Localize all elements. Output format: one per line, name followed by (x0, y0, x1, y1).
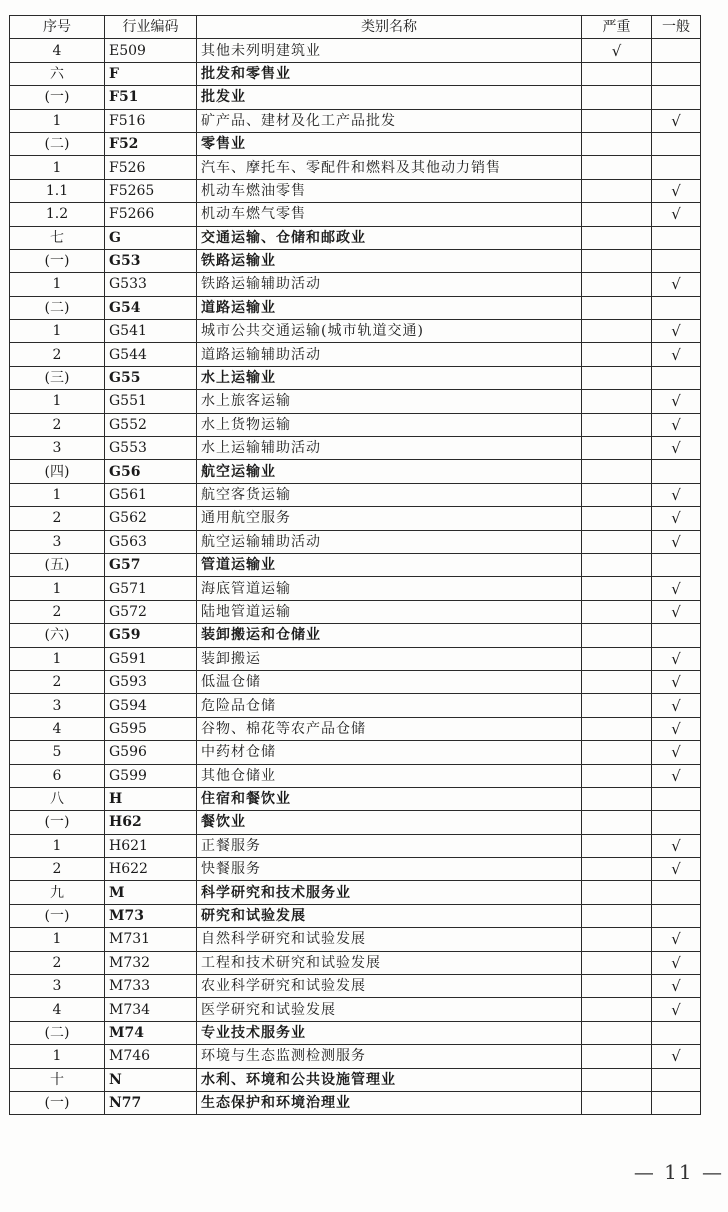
cell-seq: (一) (10, 249, 105, 272)
cell-general-mark (652, 156, 701, 179)
cell-industry-code: G571 (105, 577, 197, 600)
cell-seq: 6 (10, 764, 105, 787)
cell-general-mark: √ (652, 390, 701, 413)
cell-severe-mark (582, 553, 652, 576)
cell-industry-code: G599 (105, 764, 197, 787)
cell-severe-mark (582, 226, 652, 249)
cell-category-name: 道路运输辅助活动 (197, 343, 582, 366)
cell-seq: 2 (10, 507, 105, 530)
cell-severe-mark (582, 881, 652, 904)
cell-seq: 1 (10, 577, 105, 600)
cell-category-name: 水上运输辅助活动 (197, 437, 582, 460)
cell-seq: 十 (10, 1068, 105, 1091)
cell-industry-code: G591 (105, 647, 197, 670)
table-row (10, 717, 701, 740)
table-row (10, 413, 701, 436)
cell-industry-code: G57 (105, 553, 197, 576)
cell-general-mark (652, 296, 701, 319)
cell-severe-mark (582, 273, 652, 296)
cell-severe-mark (582, 834, 652, 857)
cell-category-name: 装卸搬运 (197, 647, 582, 670)
cell-general-mark: √ (652, 998, 701, 1021)
cell-category-name: 环境与生态监测检测服务 (197, 1045, 582, 1068)
cell-category-name: 谷物、棉花等农产品仓储 (197, 717, 582, 740)
cell-general-mark: √ (652, 975, 701, 998)
cell-seq: 1 (10, 483, 105, 506)
cell-category-name: 批发和零售业 (197, 62, 582, 85)
cell-general-mark: √ (652, 437, 701, 460)
cell-general-mark: √ (652, 764, 701, 787)
cell-industry-code: N77 (105, 1091, 197, 1114)
cell-industry-code: M732 (105, 951, 197, 974)
table-row (10, 507, 701, 530)
cell-category-name: 城市公共交通运输(城市轨道交通) (197, 320, 582, 343)
cell-industry-code: F (105, 62, 197, 85)
table-row (10, 109, 701, 132)
cell-industry-code: G572 (105, 600, 197, 623)
cell-category-name: 住宿和餐饮业 (197, 787, 582, 810)
cell-general-mark: √ (652, 694, 701, 717)
cell-industry-code: M731 (105, 928, 197, 951)
cell-severe-mark (582, 460, 652, 483)
cell-severe-mark (582, 203, 652, 226)
cell-industry-code: G544 (105, 343, 197, 366)
cell-industry-code: G56 (105, 460, 197, 483)
cell-general-mark (652, 460, 701, 483)
cell-category-name: 水上货物运输 (197, 413, 582, 436)
cell-industry-code: N (105, 1068, 197, 1091)
cell-industry-code: G59 (105, 624, 197, 647)
table-row (10, 1091, 701, 1114)
table-row (10, 156, 701, 179)
cell-general-mark (652, 553, 701, 576)
cell-general-mark (652, 881, 701, 904)
table-row (10, 179, 701, 202)
table-row (10, 1021, 701, 1044)
cell-general-mark (652, 226, 701, 249)
table-row (10, 787, 701, 810)
cell-industry-code: G553 (105, 437, 197, 460)
cell-industry-code: G596 (105, 741, 197, 764)
cell-severe-mark (582, 717, 652, 740)
cell-severe-mark (582, 1021, 652, 1044)
cell-seq: 4 (10, 39, 105, 62)
cell-seq: 六 (10, 62, 105, 85)
cell-category-name: 海底管道运输 (197, 577, 582, 600)
cell-general-mark (652, 39, 701, 62)
cell-severe-mark (582, 343, 652, 366)
cell-severe-mark (582, 1068, 652, 1091)
cell-industry-code: H622 (105, 858, 197, 881)
cell-seq: (一) (10, 1091, 105, 1114)
cell-general-mark (652, 249, 701, 272)
table-row (10, 320, 701, 343)
cell-category-name: 研究和试验发展 (197, 904, 582, 927)
table-row (10, 600, 701, 623)
cell-industry-code: F51 (105, 86, 197, 109)
cell-severe-mark (582, 928, 652, 951)
cell-seq: (三) (10, 366, 105, 389)
cell-severe-mark (582, 530, 652, 553)
cell-category-name: 其他仓储业 (197, 764, 582, 787)
cell-general-mark: √ (652, 577, 701, 600)
cell-seq: 1 (10, 273, 105, 296)
cell-industry-code: M734 (105, 998, 197, 1021)
cell-severe-mark (582, 975, 652, 998)
cell-industry-code: F526 (105, 156, 197, 179)
cell-category-name: 低温仓储 (197, 670, 582, 693)
cell-category-name: 科学研究和技术服务业 (197, 881, 582, 904)
table-row (10, 273, 701, 296)
cell-category-name: 道路运输业 (197, 296, 582, 319)
cell-severe-mark (582, 156, 652, 179)
header-severe: 严重 (582, 16, 652, 39)
cell-severe-mark (582, 109, 652, 132)
cell-industry-code: G551 (105, 390, 197, 413)
cell-severe-mark (582, 62, 652, 85)
cell-general-mark: √ (652, 717, 701, 740)
cell-severe-mark (582, 296, 652, 319)
cell-severe-mark (582, 811, 652, 834)
cell-industry-code: G595 (105, 717, 197, 740)
cell-severe-mark (582, 179, 652, 202)
cell-industry-code: M746 (105, 1045, 197, 1068)
cell-industry-code: H (105, 787, 197, 810)
cell-industry-code: G593 (105, 670, 197, 693)
table-row (10, 1045, 701, 1068)
cell-seq: 1 (10, 1045, 105, 1068)
cell-severe-mark (582, 390, 652, 413)
cell-industry-code: F52 (105, 132, 197, 155)
cell-category-name: 工程和技术研究和试验发展 (197, 951, 582, 974)
cell-general-mark (652, 1021, 701, 1044)
cell-seq: 2 (10, 343, 105, 366)
cell-seq: (四) (10, 460, 105, 483)
table-row (10, 226, 701, 249)
table-row (10, 741, 701, 764)
cell-seq: 4 (10, 717, 105, 740)
cell-severe-mark (582, 951, 652, 974)
cell-category-name: 餐饮业 (197, 811, 582, 834)
cell-severe-mark (582, 507, 652, 530)
cell-category-name: 危险品仓储 (197, 694, 582, 717)
table-row (10, 483, 701, 506)
cell-industry-code: G562 (105, 507, 197, 530)
cell-category-name: 批发业 (197, 86, 582, 109)
table-row (10, 998, 701, 1021)
cell-severe-mark (582, 904, 652, 927)
table-row (10, 670, 701, 693)
cell-category-name: 交通运输、仓储和邮政业 (197, 226, 582, 249)
cell-severe-mark (582, 647, 652, 670)
cell-industry-code: E509 (105, 39, 197, 62)
cell-category-name: 机动车燃油零售 (197, 179, 582, 202)
cell-industry-code: G594 (105, 694, 197, 717)
cell-seq: 1 (10, 834, 105, 857)
cell-severe-mark (582, 741, 652, 764)
cell-general-mark: √ (652, 951, 701, 974)
cell-category-name: 航空客货运输 (197, 483, 582, 506)
cell-severe-mark (582, 320, 652, 343)
cell-seq: 2 (10, 670, 105, 693)
cell-seq: 1.1 (10, 179, 105, 202)
table-row (10, 203, 701, 226)
cell-seq: 2 (10, 600, 105, 623)
table-body (10, 39, 701, 1115)
table-row (10, 858, 701, 881)
cell-category-name: 中药材仓储 (197, 741, 582, 764)
table-row (10, 764, 701, 787)
cell-category-name: 其他未列明建筑业 (197, 39, 582, 62)
cell-seq: (二) (10, 296, 105, 319)
cell-seq: 3 (10, 530, 105, 553)
cell-general-mark: √ (652, 647, 701, 670)
table-header-row (10, 16, 701, 39)
cell-category-name: 管道运输业 (197, 553, 582, 576)
table-row (10, 296, 701, 319)
cell-seq: 3 (10, 437, 105, 460)
cell-category-name: 专业技术服务业 (197, 1021, 582, 1044)
cell-industry-code: G53 (105, 249, 197, 272)
cell-seq: 1 (10, 928, 105, 951)
cell-general-mark: √ (652, 858, 701, 881)
cell-severe-mark: √ (582, 39, 652, 62)
table-row (10, 249, 701, 272)
cell-industry-code: M733 (105, 975, 197, 998)
cell-category-name: 零售业 (197, 132, 582, 155)
cell-industry-code: G561 (105, 483, 197, 506)
cell-seq: 八 (10, 787, 105, 810)
table-row (10, 975, 701, 998)
cell-severe-mark (582, 694, 652, 717)
cell-severe-mark (582, 600, 652, 623)
cell-severe-mark (582, 1091, 652, 1114)
cell-general-mark: √ (652, 413, 701, 436)
table-row (10, 904, 701, 927)
cell-industry-code: G533 (105, 273, 197, 296)
table-row (10, 39, 701, 62)
cell-general-mark (652, 86, 701, 109)
cell-seq: (一) (10, 811, 105, 834)
cell-category-name: 矿产品、建材及化工产品批发 (197, 109, 582, 132)
cell-category-name: 通用航空服务 (197, 507, 582, 530)
cell-seq: 2 (10, 413, 105, 436)
cell-severe-mark (582, 132, 652, 155)
cell-category-name: 陆地管道运输 (197, 600, 582, 623)
cell-general-mark: √ (652, 483, 701, 506)
cell-industry-code: F5266 (105, 203, 197, 226)
cell-category-name: 水上运输业 (197, 366, 582, 389)
cell-general-mark: √ (652, 741, 701, 764)
cell-seq: 1 (10, 390, 105, 413)
industry-category-table (9, 15, 701, 1115)
cell-seq: (二) (10, 132, 105, 155)
cell-general-mark (652, 132, 701, 155)
cell-category-name: 水上旅客运输 (197, 390, 582, 413)
cell-severe-mark (582, 624, 652, 647)
cell-severe-mark (582, 366, 652, 389)
cell-seq: 1 (10, 109, 105, 132)
cell-general-mark (652, 62, 701, 85)
cell-category-name: 生态保护和环境治理业 (197, 1091, 582, 1114)
cell-seq: 3 (10, 694, 105, 717)
cell-general-mark: √ (652, 928, 701, 951)
cell-category-name: 机动车燃气零售 (197, 203, 582, 226)
cell-severe-mark (582, 86, 652, 109)
cell-industry-code: M (105, 881, 197, 904)
cell-category-name: 铁路运输业 (197, 249, 582, 272)
cell-general-mark (652, 787, 701, 810)
cell-seq: (五) (10, 553, 105, 576)
cell-category-name: 汽车、摩托车、零配件和燃料及其他动力销售 (197, 156, 582, 179)
header-general: 一般 (652, 16, 701, 39)
cell-industry-code: F516 (105, 109, 197, 132)
table-row (10, 460, 701, 483)
cell-category-name: 航空运输辅助活动 (197, 530, 582, 553)
cell-severe-mark (582, 1045, 652, 1068)
cell-seq: (一) (10, 904, 105, 927)
cell-general-mark: √ (652, 203, 701, 226)
cell-general-mark: √ (652, 507, 701, 530)
cell-general-mark: √ (652, 179, 701, 202)
cell-industry-code: G563 (105, 530, 197, 553)
table-row (10, 834, 701, 857)
table-row (10, 694, 701, 717)
table-row (10, 647, 701, 670)
cell-category-name: 水利、环境和公共设施管理业 (197, 1068, 582, 1091)
cell-general-mark: √ (652, 109, 701, 132)
cell-general-mark: √ (652, 343, 701, 366)
table-row (10, 62, 701, 85)
cell-general-mark (652, 366, 701, 389)
cell-seq: 3 (10, 975, 105, 998)
table-row (10, 366, 701, 389)
cell-seq: 4 (10, 998, 105, 1021)
cell-industry-code: G55 (105, 366, 197, 389)
cell-industry-code: G552 (105, 413, 197, 436)
cell-severe-mark (582, 483, 652, 506)
table-row (10, 530, 701, 553)
table-row (10, 343, 701, 366)
cell-seq: 5 (10, 741, 105, 764)
cell-seq: 2 (10, 951, 105, 974)
cell-general-mark (652, 904, 701, 927)
cell-category-name: 铁路运输辅助活动 (197, 273, 582, 296)
cell-seq: (一) (10, 86, 105, 109)
cell-category-name: 航空运输业 (197, 460, 582, 483)
cell-industry-code: H62 (105, 811, 197, 834)
cell-seq: (二) (10, 1021, 105, 1044)
cell-severe-mark (582, 787, 652, 810)
cell-severe-mark (582, 998, 652, 1021)
table-row (10, 624, 701, 647)
cell-category-name: 装卸搬运和仓储业 (197, 624, 582, 647)
table-row (10, 951, 701, 974)
table-row (10, 811, 701, 834)
cell-seq: 1 (10, 156, 105, 179)
header-seq: 序号 (10, 16, 105, 39)
cell-seq: 1.2 (10, 203, 105, 226)
cell-industry-code: M73 (105, 904, 197, 927)
cell-severe-mark (582, 764, 652, 787)
cell-seq: 1 (10, 320, 105, 343)
cell-seq: 九 (10, 881, 105, 904)
table-row (10, 577, 701, 600)
cell-general-mark: √ (652, 600, 701, 623)
table-row (10, 132, 701, 155)
cell-severe-mark (582, 249, 652, 272)
cell-general-mark (652, 811, 701, 834)
cell-seq: 2 (10, 858, 105, 881)
header-industry-code: 行业编码 (105, 16, 197, 39)
cell-severe-mark (582, 670, 652, 693)
table-row (10, 437, 701, 460)
cell-general-mark: √ (652, 273, 701, 296)
cell-severe-mark (582, 437, 652, 460)
cell-category-name: 正餐服务 (197, 834, 582, 857)
cell-general-mark (652, 624, 701, 647)
cell-severe-mark (582, 858, 652, 881)
table-row (10, 553, 701, 576)
cell-general-mark (652, 1068, 701, 1091)
cell-general-mark: √ (652, 530, 701, 553)
cell-industry-code: M74 (105, 1021, 197, 1044)
cell-industry-code: G54 (105, 296, 197, 319)
page-number: — 11 — (633, 1160, 724, 1184)
cell-general-mark: √ (652, 670, 701, 693)
cell-general-mark: √ (652, 1045, 701, 1068)
cell-industry-code: H621 (105, 834, 197, 857)
table-row (10, 390, 701, 413)
cell-severe-mark (582, 577, 652, 600)
table-row (10, 928, 701, 951)
cell-category-name: 医学研究和试验发展 (197, 998, 582, 1021)
table-row (10, 1068, 701, 1091)
cell-seq: (六) (10, 624, 105, 647)
cell-general-mark: √ (652, 320, 701, 343)
cell-general-mark: √ (652, 834, 701, 857)
cell-severe-mark (582, 413, 652, 436)
cell-category-name: 农业科学研究和试验发展 (197, 975, 582, 998)
header-category-name: 类别名称 (197, 16, 582, 39)
cell-seq: 1 (10, 647, 105, 670)
table-row (10, 86, 701, 109)
table-row (10, 881, 701, 904)
cell-industry-code: F5265 (105, 179, 197, 202)
cell-category-name: 自然科学研究和试验发展 (197, 928, 582, 951)
cell-general-mark (652, 1091, 701, 1114)
cell-category-name: 快餐服务 (197, 858, 582, 881)
cell-seq: 七 (10, 226, 105, 249)
cell-industry-code: G (105, 226, 197, 249)
cell-industry-code: G541 (105, 320, 197, 343)
